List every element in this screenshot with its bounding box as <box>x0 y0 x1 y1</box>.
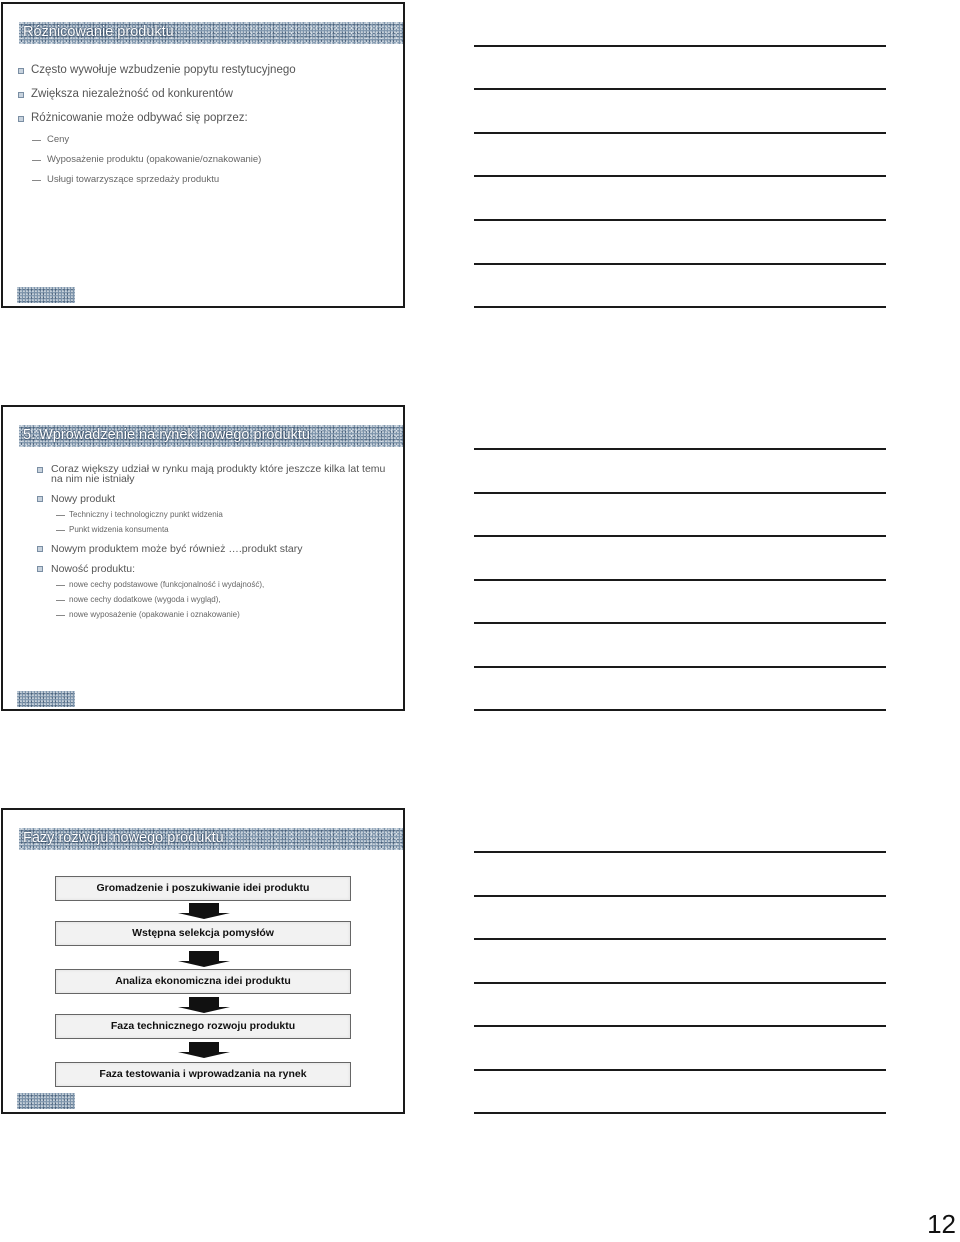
notes-line <box>474 579 886 581</box>
notes-line <box>474 938 886 940</box>
slide-title-bar <box>19 22 403 44</box>
notes-line <box>474 175 886 177</box>
sub-bullet: Techniczny i technologiczny punkt widzenia <box>69 510 223 519</box>
flow-step: Faza testowania i wprowadzania na rynek <box>55 1062 351 1087</box>
bullet: Coraz większy udział w rynku mają produkty które jeszcze kilka lat temu na nim nie istniały <box>51 464 396 484</box>
slide-3 <box>1 808 405 1114</box>
down-arrow-icon <box>178 903 230 919</box>
sub-bullet: nowe cechy podstawowe (funkcjonalność i wydajność), <box>69 580 265 589</box>
notes-line <box>474 448 886 450</box>
notes-line <box>474 1025 886 1027</box>
notes-line <box>474 45 886 47</box>
down-arrow-icon <box>178 951 230 967</box>
notes-line <box>474 982 886 984</box>
slide-logo-badge <box>17 691 75 707</box>
bullet: Często wywołuje wzbudzenie popytu restytucyjnego <box>31 64 296 76</box>
notes-line <box>474 895 886 897</box>
sub-bullet: Usługi towarzyszące sprzedaży produktu <box>47 174 220 185</box>
bullet: Nowym produktem może być również ….produkt stary <box>51 543 303 555</box>
notes-line <box>474 1069 886 1071</box>
bullet: Nowość produktu: <box>51 563 136 575</box>
page-number: 12 <box>927 1209 956 1239</box>
notes-line <box>474 851 886 853</box>
slide-title: 5. Wprowadzenie na rynek nowego produktu <box>23 427 310 443</box>
flow-step: Wstępna selekcja pomysłów <box>55 921 351 946</box>
slide-title: Fazy rozwoju nowego produktu <box>23 830 224 846</box>
sub-bullet: Punkt widzenia konsumenta <box>69 525 169 534</box>
flow-step: Gromadzenie i poszukiwanie idei produktu <box>55 876 351 901</box>
notes-line <box>474 535 886 537</box>
bullet: Nowy produkt <box>51 493 116 505</box>
slide-2 <box>1 405 405 711</box>
bullet: Zwiększa niezależność od konkurentów <box>31 88 233 100</box>
flow-step: Faza technicznego rozwoju produktu <box>55 1014 351 1039</box>
notes-line <box>474 492 886 494</box>
slide-title-bar <box>19 425 403 447</box>
sub-bullet: Wyposażenie produktu (opakowanie/oznakowanie) <box>47 154 262 165</box>
sub-bullet: Ceny <box>47 134 70 145</box>
notes-line <box>474 88 886 90</box>
slide-title: Różnicowanie produktu <box>23 24 174 40</box>
notes-line <box>474 666 886 668</box>
down-arrow-icon <box>178 1042 230 1058</box>
notes-line <box>474 622 886 624</box>
notes-line <box>474 1112 886 1114</box>
flow-step: Analiza ekonomiczna idei produktu <box>55 969 351 994</box>
slide-1 <box>1 2 405 308</box>
slide-title-bar <box>19 828 403 850</box>
notes-line <box>474 263 886 265</box>
bullet: Różnicowanie może odbywać się poprzez: <box>31 112 248 124</box>
notes-line <box>474 219 886 221</box>
down-arrow-icon <box>178 997 230 1013</box>
sub-bullet: nowe cechy dodatkowe (wygoda i wygląd), <box>69 595 221 604</box>
notes-line <box>474 306 886 308</box>
slide-logo-badge <box>17 287 75 303</box>
sub-bullet: nowe wyposażenie (opakowanie i oznakowanie) <box>69 610 240 619</box>
slide-logo-badge <box>17 1093 75 1109</box>
notes-line <box>474 709 886 711</box>
notes-line <box>474 132 886 134</box>
